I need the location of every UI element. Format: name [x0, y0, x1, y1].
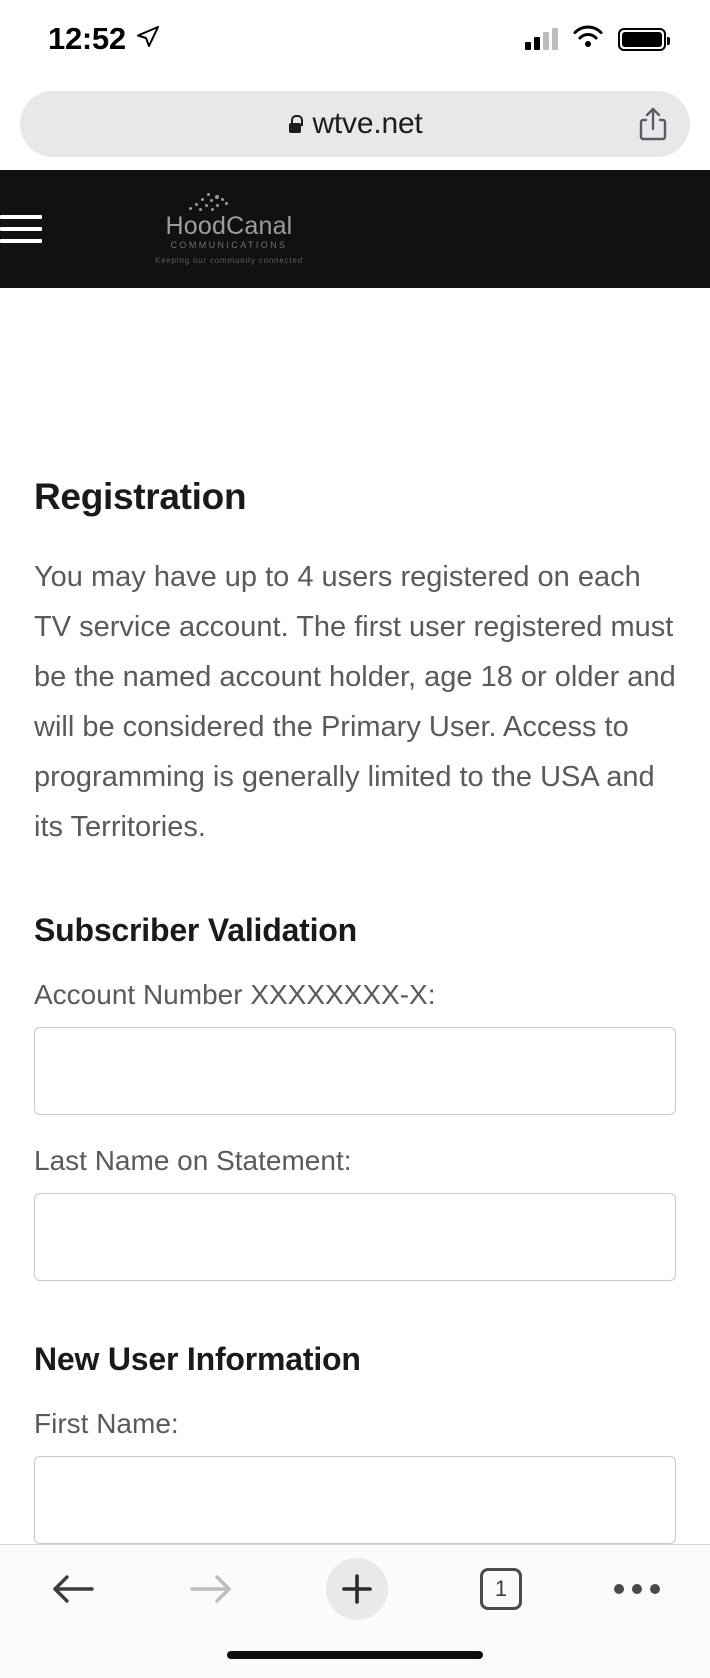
account-number-input[interactable] — [34, 1027, 676, 1115]
web-page-content — [0, 170, 710, 1544]
browser-url-bar-container — [0, 78, 710, 170]
back-arrow-icon[interactable] — [50, 1572, 96, 1606]
tab-switcher-button[interactable]: 1 — [480, 1568, 522, 1610]
wifi-icon — [572, 25, 604, 53]
url-bar[interactable] — [20, 91, 690, 157]
site-header — [0, 170, 710, 288]
status-bar-left — [48, 21, 160, 57]
forward-arrow-icon[interactable] — [188, 1572, 234, 1606]
lock-icon — [287, 115, 302, 133]
home-indicator-area — [0, 1632, 710, 1678]
registration-form — [0, 476, 710, 1544]
last-name-input[interactable] — [34, 1193, 676, 1281]
plus-icon — [340, 1572, 374, 1606]
cellular-signal-icon — [525, 28, 558, 50]
page-title: Registration — [34, 476, 247, 517]
battery-full-icon — [618, 28, 666, 51]
more-dots-icon[interactable] — [614, 1584, 660, 1594]
hamburger-menu-icon[interactable] — [0, 215, 42, 243]
logo-subtitle: COMMUNICATIONS — [170, 240, 288, 250]
first-name-label: First Name: — [34, 1408, 179, 1439]
logo-dots-icon — [177, 193, 237, 211]
logo-wordmark: HoodCanal — [165, 212, 293, 240]
new-tab-button[interactable] — [326, 1558, 388, 1620]
status-time: 12:52 — [48, 21, 126, 56]
last-name-label: Last Name on Statement: — [34, 1145, 352, 1176]
status-bar — [0, 0, 710, 78]
share-icon[interactable] — [638, 107, 668, 141]
site-logo[interactable] — [155, 193, 303, 265]
browser-bottom-toolbar — [0, 1544, 710, 1632]
new-user-information-heading: New User Information — [34, 1341, 361, 1377]
status-bar-right — [525, 25, 666, 53]
logo-tagline: Keeping our community connected — [155, 256, 303, 265]
registration-intro-text: You may have up to 4 users registered on each TV service account. The first user registered must be the named account holder, age 18 or older and will be considered the Primary User. Access to programming is generally limited to the USA and its Territories. — [34, 561, 676, 843]
url-text-group — [287, 107, 422, 141]
first-name-input[interactable] — [34, 1456, 676, 1544]
url-text: wtve.net — [312, 107, 423, 140]
home-indicator[interactable] — [227, 1651, 483, 1659]
subscriber-validation-heading: Subscriber Validation — [34, 912, 358, 948]
location-arrow-icon — [136, 25, 160, 54]
account-number-label: Account Number XXXXXXXX-X: — [34, 979, 436, 1010]
